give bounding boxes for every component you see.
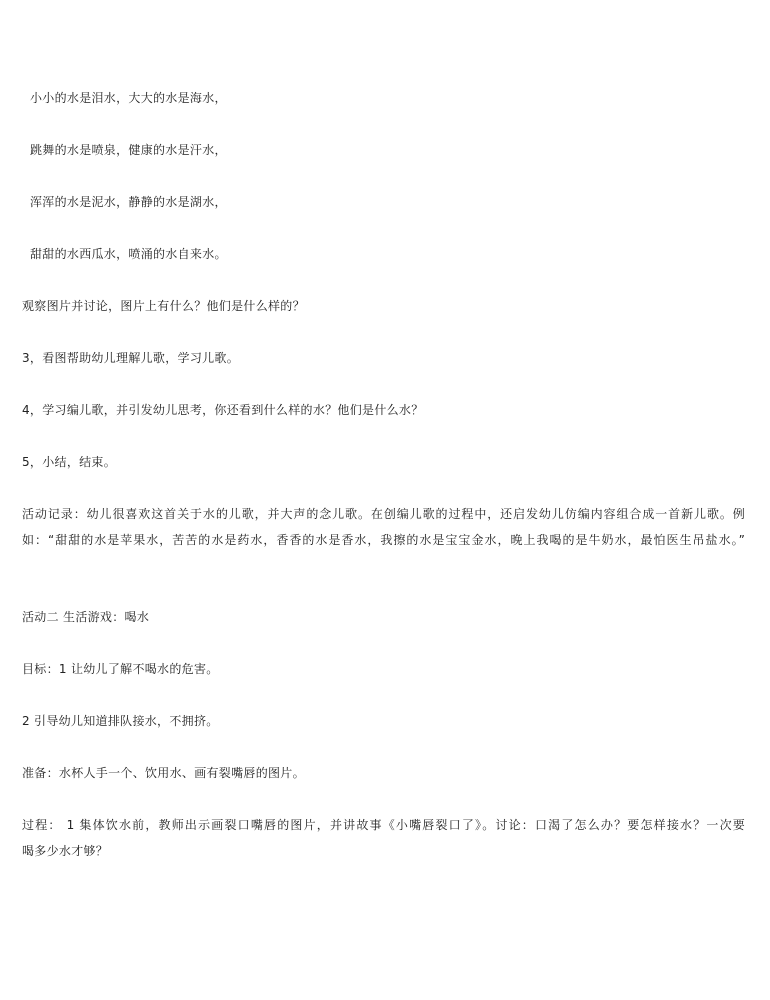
step-3-paragraph: 3，看图帮助幼儿理解儿歌，学习儿歌。 [22, 351, 240, 365]
goal-2-paragraph: 2 引导幼儿知道排队接水，不拥挤。 [22, 714, 219, 728]
goal-1-paragraph: 目标：1 让幼儿了解不喝水的危害。 [22, 662, 219, 676]
activity-record-line-1: 活动记录：幼儿很喜欢这首关于水的儿歌，并大声的念儿歌。在创编儿歌的过程中，还启发幼儿仿编内容组合成一首新儿歌。例 [22, 507, 745, 521]
poem-line-4: 甜甜的水西瓜水，喷涌的水自来水。 [30, 247, 227, 261]
poem-line-3: 浑浑的水是泥水，静静的水是湖水， [30, 195, 227, 209]
step-5-paragraph: 5，小结，结束。 [22, 455, 117, 469]
process-line-2: 喝多少水才够？ [22, 844, 109, 858]
activity-record-line-2: 如：“甜甜的水是苹果水，苦苦的水是药水，香香的水是香水，我擦的水是宝宝金水，晚上我喝的是牛奶水，最怕医生吊盐水。” [22, 533, 745, 547]
activity-2-title: 活动二 生活游戏：喝水 [22, 610, 150, 624]
poem-line-2: 跳舞的水是喷泉，健康的水是汗水， [30, 143, 227, 157]
poem-line-1: 小小的水是泪水，大大的水是海水， [30, 91, 227, 105]
preparation-paragraph: 准备：水杯人手一个、饮用水、画有裂嘴唇的图片。 [22, 766, 305, 780]
process-line-1: 过程： 1 集体饮水前，教师出示画裂口嘴唇的图片，并讲故事《小嘴唇裂口了》。讨论：口渴了怎么办？要怎样接水？一次要 [22, 818, 745, 832]
step-4-paragraph: 4，学习编儿歌，并引发幼儿思考，你还看到什么样的水？他们是什么水？ [22, 403, 424, 417]
observe-paragraph: 观察图片并讨论，图片上有什么？他们是什么样的？ [22, 299, 305, 313]
